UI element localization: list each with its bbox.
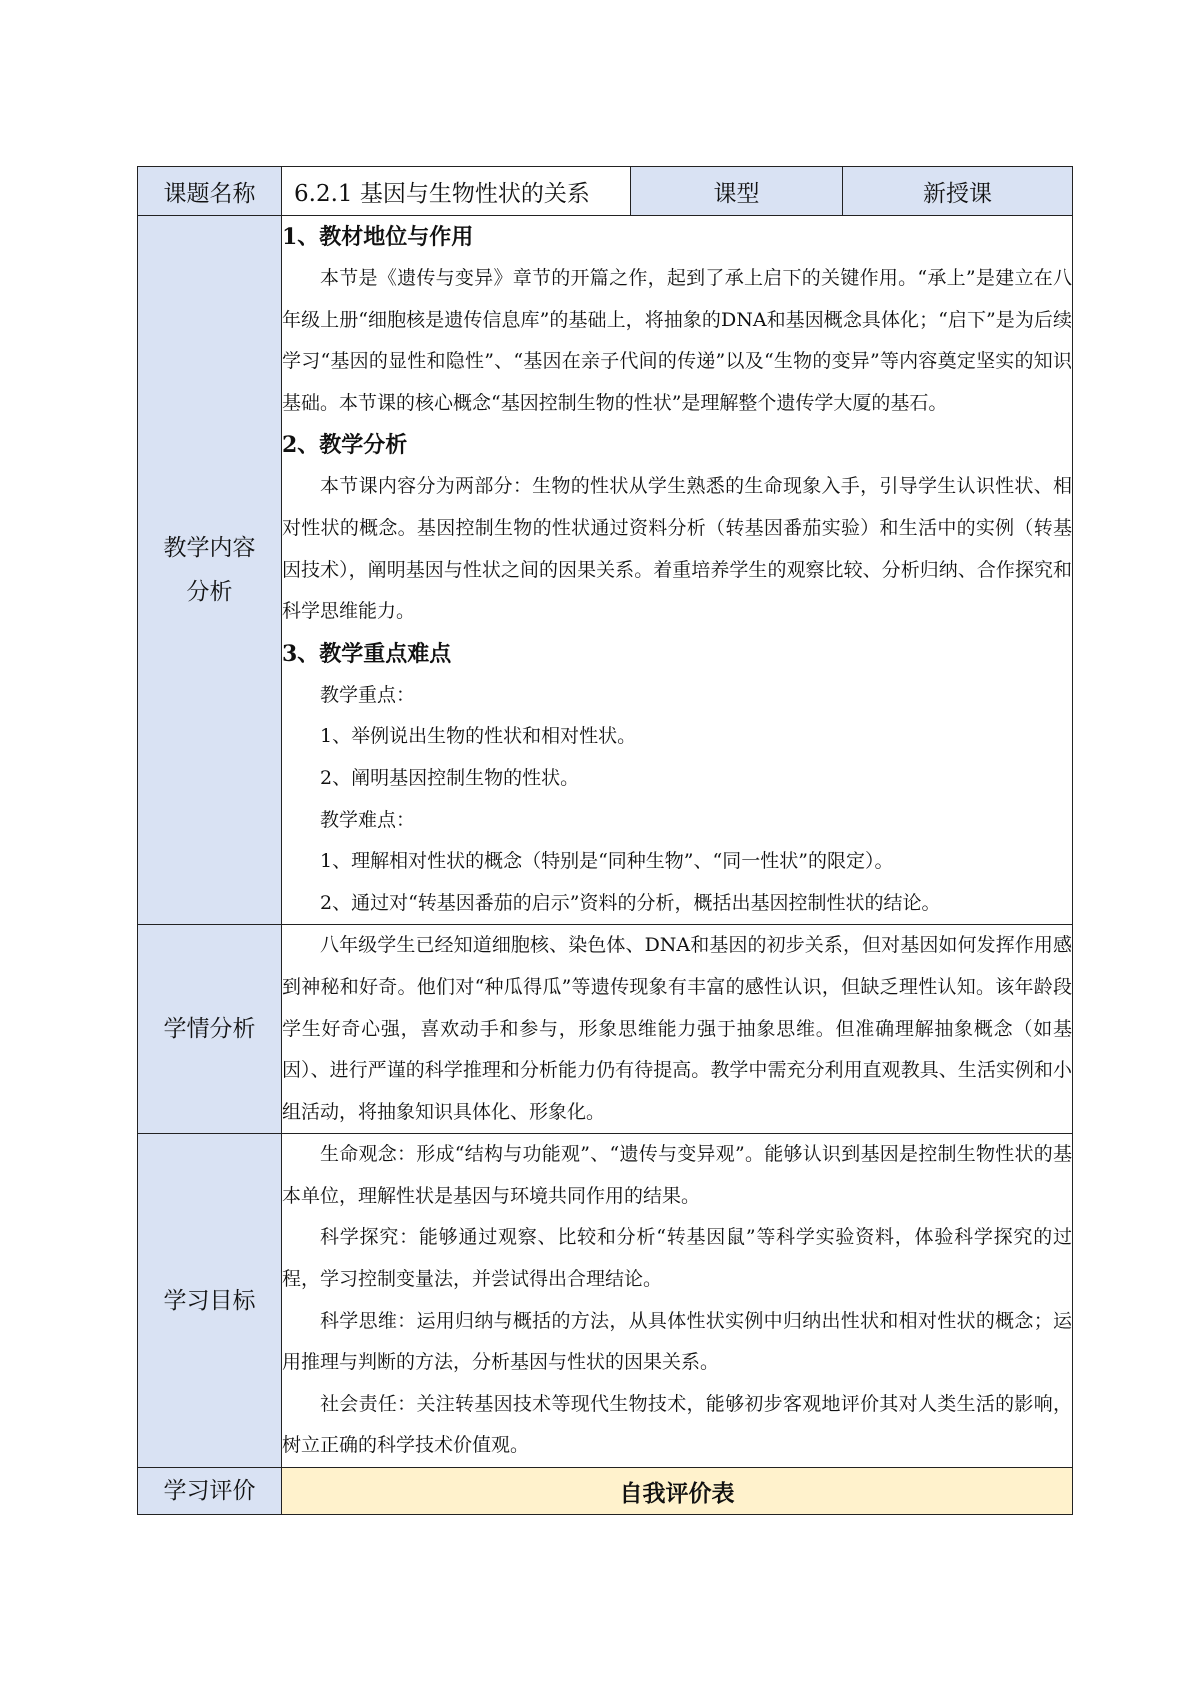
evaluation-value: 自我评价表 [282,1468,1073,1515]
title-value-cell: 6.2.1 基因与生物性状的关系 [282,167,631,216]
key-points-label: 教学重点： [320,683,416,706]
content-analysis-label-line1: 教学内容 [163,535,256,562]
section1-text: 本节是《遗传与变异》章节的开篇之作，起到了承上启下的关键作用。“承上”是建立在八年级上册“细胞核是遗传信息库”的基础上，将抽象的DNA和基因概念具体化；“启下”是为后续学习“基因的显性和隐性”、“基因在亲子代间的传递”以及“生物的变异”等内容奠定坚实的知识基础。本节课的核心概念“基因控制生物的性状”是理解整个遗传学大厦的基石。 [282,267,1072,414]
title-label-cell: 课题名称 [138,167,282,216]
content-analysis-label [138,216,282,925]
section1-title: 1、教材地位与作用 [282,224,474,250]
section2-text: 本节课内容分为两部分：生物的性状从学生熟悉的生命现象入手，引导学生认识性状、相对性状的概念。基因控制生物的性状通过资料分析（转基因番茄实验）和生活中的实例（转基因技术），阐明基因与性状之间的因果关系。着重培养学生的观察比较、分析归纳、合作探究和科学思维能力。 [282,475,1072,623]
learning-goals-row [138,1134,1073,1468]
content-analysis-row [138,216,1073,925]
type-label-cell: 课型 [631,167,843,216]
key-point-2: 2、阐明基因控制生物的性状。 [320,766,580,789]
student-analysis-body [282,925,1073,1134]
goal-scientific-inquiry: 科学探究：能够通过观察、比较和分析“转基因鼠”等科学实验资料，体验科学探究的过程，学习控制变量法，并尝试得出合理结论。 [282,1226,1072,1291]
evaluation-label: 学习评价 [138,1468,282,1515]
goal-social-responsibility: 社会责任：关注转基因技术等现代生物技术，能够初步客观地评价其对人类生活的影响，树立正确的科学技术价值观。 [282,1392,1072,1457]
difficulty-1: 1、理解相对性状的概念（特别是“同种生物”、“同一性状”的限定）。 [320,850,894,873]
lesson-plan-table [137,166,1073,1515]
goal-life-concept: 生命观念：形成“结构与功能观”、“遗传与变异观”。能够认识到基因是控制生物性状的基本单位，理解性状是基因与环境共同作用的结果。 [282,1143,1072,1207]
difficulty-label: 教学难点： [320,808,416,831]
key-point-1: 1、举例说出生物的性状和相对性状。 [320,725,637,748]
student-analysis-text: 八年级学生已经知道细胞核、染色体、DNA和基因的初步关系，但对基因如何发挥作用感到神秘和好奇。他们对“种瓜得瓜”等遗传现象有丰富的感性认识，但缺乏理性认知。该年龄段学生好奇心强，喜欢动手和参与，形象思维能力强于抽象思维。但准确理解抽象概念（如基因）、进行严谨的科学推理和分析能力仍有待提高。教学中需充分利用直观教具、生活实例和小组活动，将抽象知识具体化、形象化。 [282,934,1072,1123]
learning-goals-label: 学习目标 [138,1134,282,1468]
content-analysis-label-line2: 分析 [186,579,233,606]
difficulty-2: 2、通过对“转基因番茄的启示”资料的分析，概括出基因控制性状的结论。 [320,891,941,914]
type-value-cell: 新授课 [843,167,1073,216]
evaluation-row [138,1468,1073,1515]
content-analysis-body [282,216,1073,925]
student-analysis-row [138,925,1073,1134]
learning-goals-body [282,1134,1073,1468]
section3-title: 3、教学重点难点 [282,640,452,667]
section2-title: 2、教学分析 [282,432,408,459]
student-analysis-label: 学情分析 [138,925,282,1134]
header-row [138,167,1073,216]
goal-scientific-thinking: 科学思维：运用归纳与概括的方法，从具体性状实例中归纳出性状和相对性状的概念；运用推理与判断的方法，分析基因与性状的因果关系。 [282,1309,1072,1374]
